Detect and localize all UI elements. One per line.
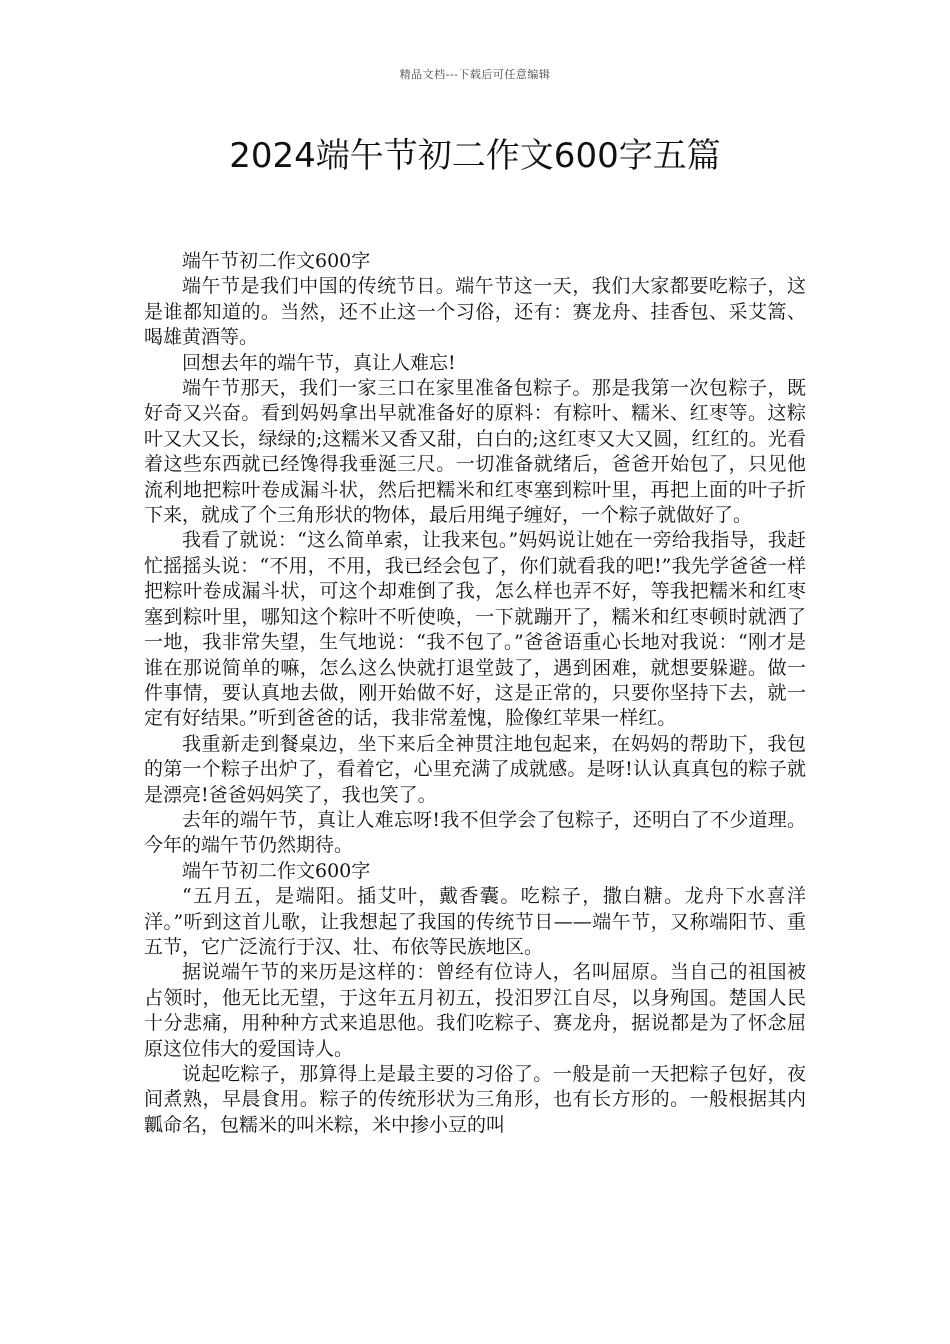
paragraph: 据说端午节的来历是这样的：曾经有位诗人，名叫屈原。当自己的祖国被占领时，他无比无望，于这年五月初五，投汨罗江自尽，以身殉国。楚国人民十分悲痛，用种种方式来追思他。我们吃粽子、赛龙舟，据说都是为了怀念屈原这位伟大的爱国诗人。 [144,961,806,1060]
paragraph: 说起吃粽子，那算得上是最主要的习俗了。一般是前一天把粽子包好，夜间煮熟，早晨食用。粽子的传统形状为三角形，也有长方形的。一般根据其内瓤命名，包糯米的叫米粽，米中掺小豆的叫 [144,1063,806,1136]
paragraph: 我看了就说：“这么简单索，让我来包。”妈妈说让她在一旁给我指导，我赶忙摇摇头说：“不用，不用，我已经会包了，你们就看我的吧!”我先学爸爸一样把粽叶卷成漏斗状，可这个却难倒了我，怎么样也弄不好，等我把糯米和红枣塞到粽叶里，哪知这个粽叶不听使唤，一下就蹦开了，糯米和红枣顿时就洒了一地，我非常失望，生气地说：“我不包了。”爸爸语重心长地对我说：“刚才是谁在那说简单的嘛，怎么这么快就打退堂鼓了，遇到困难，就想要躲避。做一件事情，要认真地去做，刚开始做不好，这是正常的，只要你坚持下去，就一定有好结果。”听到爸爸的话，我非常羞愧，脸像红苹果一样红。 [144,529,806,730]
paragraph: “五月五，是端阳。插艾叶，戴香囊。吃粽子，撒白糖。龙舟下水喜洋洋。”听到这首儿歌，让我想起了我国的传统节日——端午节，又称端阳节、重五节，它广泛流行于汉、壮、布依等民族地区。 [144,885,806,958]
section-heading: 端午节初二作文600字 [182,859,371,882]
paragraph: 我重新走到餐桌边，坐下来后全神贯注地包起来，在妈妈的帮助下，我包的第一个粽子出炉了，看着它，心里充满了成就感。是呀!认认真真包的粽子就是漂亮!爸爸妈妈笑了，我也笑了。 [144,732,806,806]
document-title: 2024端午节初二作文600字五篇 [229,136,721,176]
paragraph: 端午节是我们中国的传统节日。端午节这一天，我们大家都要吃粽子，这是谁都知道的。当然，还不止这一个习俗，还有：赛龙舟、挂香包、采艾篙、喝雄黄酒等。 [144,275,806,349]
document-body [144,249,806,1138]
paragraph: 端午节那天，我们一家三口在家里准备包粽子。那是我第一次包粽子，既好奇又兴奋。看到妈妈拿出早就准备好的原料：有粽叶、糯米、红枣等。这粽叶又大又长，绿绿的;这糯米又香又甜，白白的;这红枣又大又圆，红红的。光看着这些东西就已经馋得我垂涎三尺。一切准备就绪后，爸爸开始包了，只见他流利地把粽叶卷成漏斗状，然后把糯米和红枣塞到粽叶里，再把上面的叶子折下来，就成了个三角形状的物体，最后用绳子缠好，一个粽子就做好了。 [144,377,806,527]
section-heading: 端午节初二作文600字 [182,250,371,272]
page-watermark: 精品文档---下载后可任意编辑 [399,68,551,81]
paragraph: 回想去年的端午节，真让人难忘! [182,351,456,374]
paragraph: 去年的端午节，真让人难忘呀!我不但学会了包粽子，还明白了不少道理。今年的端午节仍然期待。 [144,808,806,857]
